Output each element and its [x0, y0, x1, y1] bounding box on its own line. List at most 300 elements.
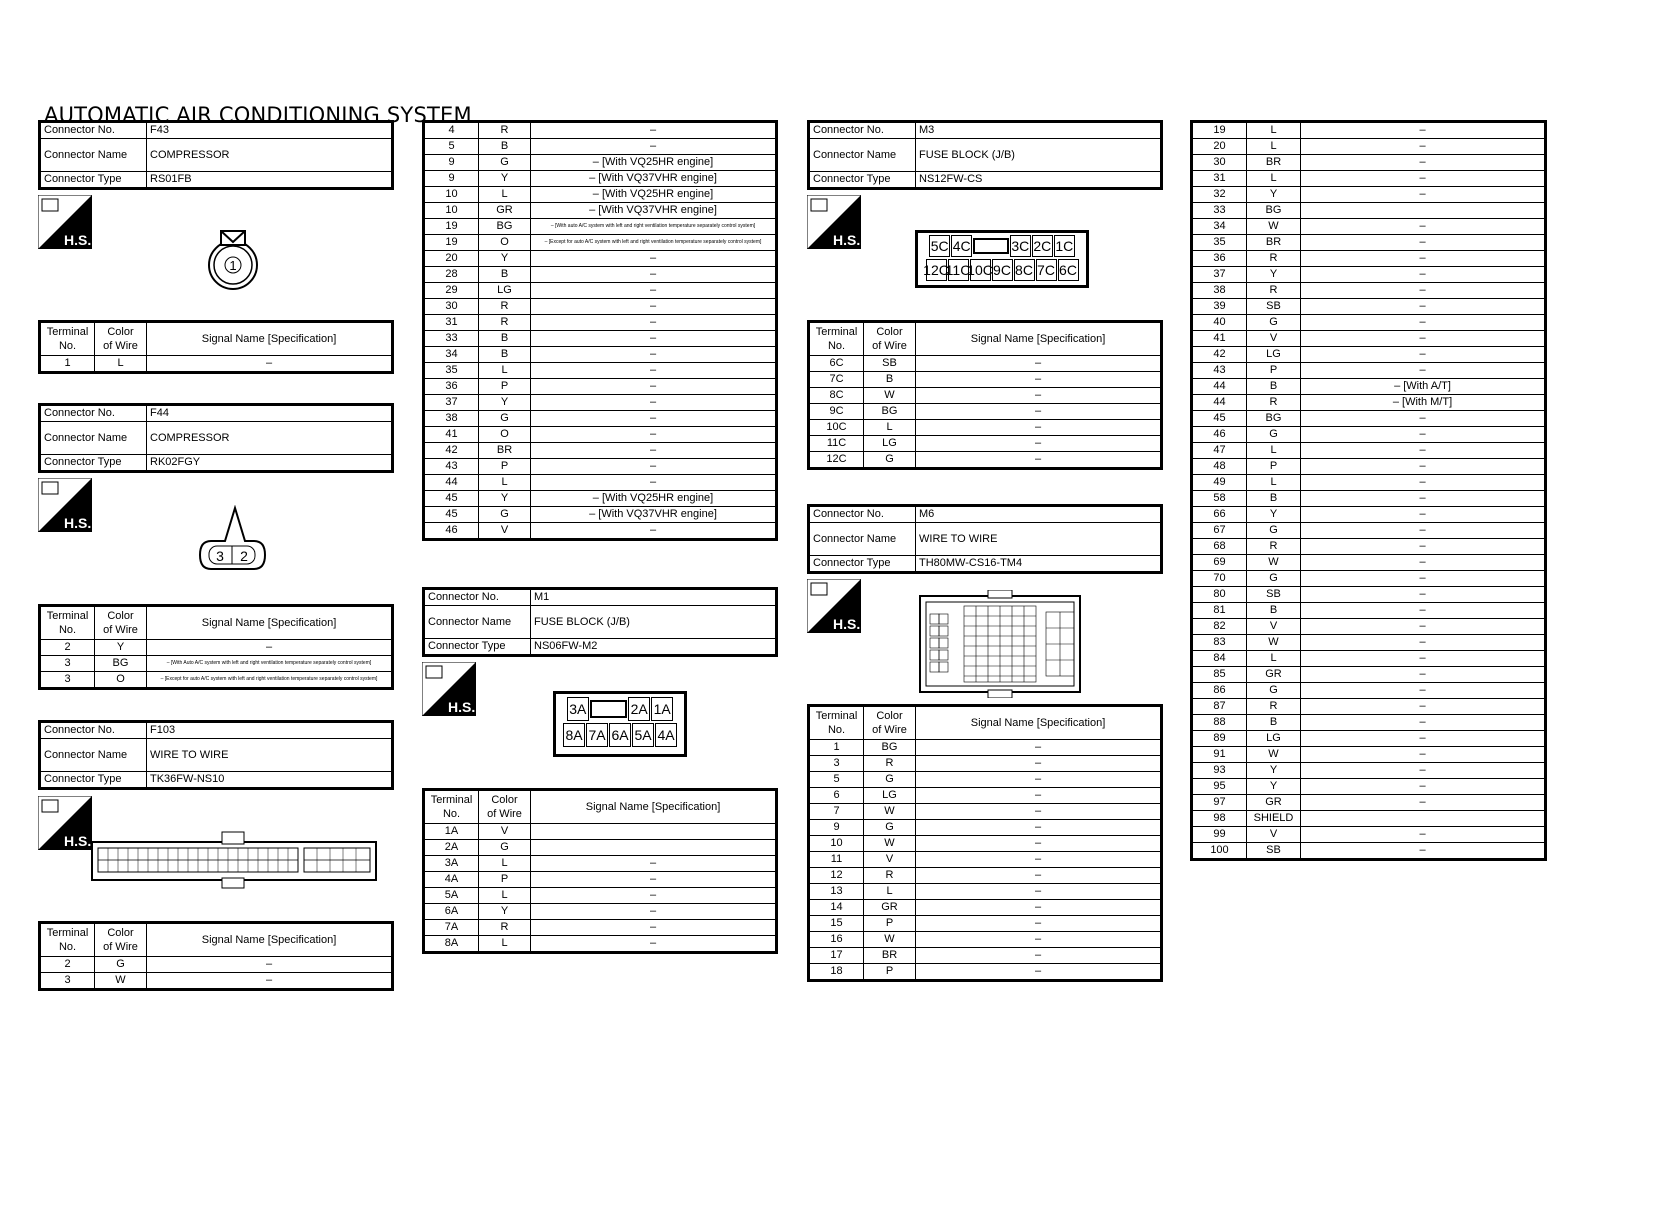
color-header [95, 607, 147, 640]
terminal-no: 9C [810, 404, 864, 420]
wire-color: G [479, 155, 531, 171]
wire-color: L [1247, 171, 1301, 187]
hs-connector-icon [807, 579, 861, 633]
wire-color: Y [1247, 267, 1301, 283]
connector-pin: 7A [586, 723, 608, 747]
color-header-line2: of Wire [103, 941, 138, 953]
table-row [41, 656, 392, 672]
signal-name: – [916, 804, 1161, 820]
signal-name: – [1301, 523, 1545, 539]
terminal-no: 1 [41, 356, 95, 372]
wire-color: L [864, 420, 916, 436]
terminal-no: 14 [810, 900, 864, 916]
signal-name: – [147, 973, 392, 989]
connector-type-label: Connector Type [810, 172, 916, 188]
terminal-no: 33 [1193, 203, 1247, 219]
table-row [1193, 651, 1545, 667]
terminal-no: 83 [1193, 635, 1247, 651]
signal-name: – [916, 868, 1161, 884]
table-row [1193, 683, 1545, 699]
table-row [41, 973, 392, 989]
table-row [1193, 251, 1545, 267]
table-row [425, 411, 776, 427]
wire-color: Y [1247, 763, 1301, 779]
terminal-no: 3 [41, 656, 95, 672]
signal-name: – [1301, 619, 1545, 635]
signal-name: – [531, 251, 776, 267]
terminal-no: 9 [425, 155, 479, 171]
table-row [1193, 747, 1545, 763]
terminal-no: 6 [810, 788, 864, 804]
table-row [810, 404, 1161, 420]
table-row [810, 916, 1161, 932]
connector-header-f103 [38, 720, 394, 790]
terminal-header-line2: No. [58, 340, 77, 352]
wire-color: SB [1247, 843, 1301, 859]
terminal-no: 10 [425, 187, 479, 203]
terminal-no: 38 [1193, 283, 1247, 299]
signal-name: – [531, 123, 776, 139]
signal-name: – [916, 436, 1161, 452]
wire-color: L [1247, 651, 1301, 667]
signal-name: – [With M/T] [1301, 395, 1545, 411]
signal-name: – [With A/T] [1301, 379, 1545, 395]
table-row [425, 363, 776, 379]
terminal-no: 20 [425, 251, 479, 267]
signal-header: Signal Name [Specification] [916, 707, 1161, 740]
table-row [1193, 203, 1545, 219]
signal-name: – [1301, 267, 1545, 283]
signal-name: – [1301, 411, 1545, 427]
connector-pin: 6C [1058, 259, 1079, 281]
signal-name: – [531, 379, 776, 395]
signal-name: – [1301, 155, 1545, 171]
table-row [425, 331, 776, 347]
terminal-no: 44 [1193, 395, 1247, 411]
terminal-header-line2: No. [827, 340, 846, 352]
table-row [1193, 555, 1545, 571]
wire-color: W [1247, 219, 1301, 235]
wire-color: Y [479, 251, 531, 267]
terminal-no: 7 [810, 804, 864, 820]
table-row [1193, 699, 1545, 715]
wire-color: V [479, 523, 531, 539]
table-row [810, 372, 1161, 388]
signal-name: – [1301, 747, 1545, 763]
signal-name: – [1301, 587, 1545, 603]
wire-color: GR [479, 203, 531, 219]
signal-name: – [With VQ25HR engine] [531, 155, 776, 171]
signal-name: – [With VQ37VHR engine] [531, 171, 776, 187]
wire-color: SB [1247, 587, 1301, 603]
terminal-no: 19 [425, 235, 479, 251]
terminal-no: 15 [810, 916, 864, 932]
terminal-no: 19 [1193, 123, 1247, 139]
signal-name: – [1301, 843, 1545, 859]
table-row [1193, 363, 1545, 379]
terminal-no: 81 [1193, 603, 1247, 619]
connector-name: COMPRESSOR [147, 422, 392, 455]
wire-color: LG [864, 788, 916, 804]
signal-name: – [1301, 235, 1545, 251]
color-header-line1: Color [107, 927, 134, 939]
terminal-no: 3 [41, 973, 95, 989]
signal-name: – [1301, 363, 1545, 379]
terminal-no: 28 [425, 267, 479, 283]
terminal-header-line1: Terminal [46, 326, 89, 338]
terminal-table-f44 [38, 604, 394, 690]
table-row [425, 872, 776, 888]
connector-pin: 6A [609, 723, 631, 747]
terminal-no: 80 [1193, 587, 1247, 603]
connector-pin: 2C [1032, 235, 1053, 257]
table-row [425, 904, 776, 920]
signal-name: – [916, 740, 1161, 756]
connector-no-label: Connector No. [810, 123, 916, 139]
signal-name [1301, 203, 1545, 219]
wire-color: Y [479, 491, 531, 507]
signal-name [531, 840, 776, 856]
wire-color: G [479, 840, 531, 856]
signal-header: Signal Name [Specification] [147, 607, 392, 640]
wire-color: BG [95, 656, 147, 672]
terminal-header [810, 323, 864, 356]
connector-name: WIRE TO WIRE [916, 523, 1161, 556]
wire-color: LG [1247, 731, 1301, 747]
table-row [1193, 763, 1545, 779]
connector-m1-face [553, 691, 687, 757]
table-row [1193, 635, 1545, 651]
table-row [425, 347, 776, 363]
terminal-no: 97 [1193, 795, 1247, 811]
terminal-header [810, 707, 864, 740]
pin-label: 3 [216, 548, 224, 564]
table-row [1193, 843, 1545, 859]
signal-name: – [1301, 459, 1545, 475]
signal-name: – [916, 836, 1161, 852]
terminal-no: 68 [1193, 539, 1247, 555]
terminal-no: 8C [810, 388, 864, 404]
terminal-no: 31 [425, 315, 479, 331]
signal-name: – [531, 459, 776, 475]
terminal-table-f103 [38, 921, 394, 991]
wire-color: SHIELD [1247, 811, 1301, 827]
table-row [1193, 731, 1545, 747]
connector-type-label: Connector Type [425, 639, 531, 655]
wire-color: B [1247, 491, 1301, 507]
signal-name: – [1301, 283, 1545, 299]
signal-name: – [Except for auto A/C system with left and right ventilation temperature separately control system] [531, 235, 776, 251]
wire-color: R [1247, 395, 1301, 411]
table-row [425, 219, 776, 235]
wire-color: V [479, 824, 531, 840]
hs-label: H.S. [64, 232, 92, 248]
wire-color: L [479, 187, 531, 203]
signal-name: – [916, 372, 1161, 388]
signal-name: – [916, 356, 1161, 372]
table-row [425, 379, 776, 395]
wire-color: L [479, 475, 531, 491]
wire-color: G [864, 820, 916, 836]
table-row [1193, 123, 1545, 139]
terminal-no: 45 [425, 507, 479, 523]
table-row [1193, 715, 1545, 731]
terminal-no: 3 [41, 672, 95, 688]
signal-name [1301, 811, 1545, 827]
signal-name: – [916, 932, 1161, 948]
terminal-header [41, 323, 95, 356]
signal-name: – [1301, 491, 1545, 507]
terminal-header-line1: Terminal [46, 610, 89, 622]
terminal-table-f43 [38, 320, 394, 374]
signal-name: – [531, 920, 776, 936]
terminal-no: 4 [425, 123, 479, 139]
wire-color: R [1247, 251, 1301, 267]
wire-color: P [864, 964, 916, 980]
table-row [425, 523, 776, 539]
signal-name: – [1301, 715, 1545, 731]
connector-name-label: Connector Name [41, 739, 147, 772]
terminal-no: 2 [41, 957, 95, 973]
page-title: AUTOMATIC AIR CONDITIONING SYSTEM [44, 103, 472, 127]
wire-color: B [1247, 379, 1301, 395]
connector-type: RS01FB [147, 172, 392, 188]
signal-name [531, 824, 776, 840]
table-row [1193, 347, 1545, 363]
wire-color: LG [1247, 347, 1301, 363]
connector-header-f43 [38, 120, 394, 190]
wire-color: P [1247, 363, 1301, 379]
wire-color: L [1247, 123, 1301, 139]
signal-name: – [916, 948, 1161, 964]
wire-color: P [479, 459, 531, 475]
wire-color: L [95, 356, 147, 372]
signal-name: – [1301, 475, 1545, 491]
wire-color: G [1247, 683, 1301, 699]
signal-name: – [916, 852, 1161, 868]
wire-color: B [479, 347, 531, 363]
signal-name: – [531, 139, 776, 155]
terminal-no: 95 [1193, 779, 1247, 795]
connector-header-m3 [807, 120, 1163, 190]
terminal-no: 34 [1193, 219, 1247, 235]
wire-color: L [479, 936, 531, 952]
wire-color: B [479, 267, 531, 283]
terminal-no: 6A [425, 904, 479, 920]
wire-color: L [1247, 139, 1301, 155]
table-row [1193, 443, 1545, 459]
terminal-no: 12C [810, 452, 864, 468]
terminal-no: 8A [425, 936, 479, 952]
table-row [810, 884, 1161, 900]
wire-color: G [479, 507, 531, 523]
signal-name: – [1301, 507, 1545, 523]
connector-no-label: Connector No. [41, 123, 147, 139]
terminal-no: 46 [425, 523, 479, 539]
connector-pin: 8A [563, 723, 585, 747]
signal-name: – [1301, 683, 1545, 699]
hs-label: H.S. [833, 616, 861, 632]
terminal-no: 89 [1193, 731, 1247, 747]
terminal-no: 82 [1193, 619, 1247, 635]
terminal-no: 46 [1193, 427, 1247, 443]
terminal-no: 47 [1193, 443, 1247, 459]
signal-name: – [1301, 635, 1545, 651]
wire-color: R [864, 756, 916, 772]
connector-no: F44 [147, 406, 392, 422]
terminal-no: 7A [425, 920, 479, 936]
wire-color: V [1247, 827, 1301, 843]
wire-color: GR [864, 900, 916, 916]
color-header-line2: of Wire [487, 808, 522, 820]
table-row [1193, 299, 1545, 315]
connector-no-label: Connector No. [41, 406, 147, 422]
wire-color: R [479, 299, 531, 315]
hs-connector-icon [38, 796, 92, 850]
wire-color: W [1247, 747, 1301, 763]
terminal-no: 13 [810, 884, 864, 900]
terminal-no: 5A [425, 888, 479, 904]
terminal-no: 10 [425, 203, 479, 219]
terminal-no: 31 [1193, 171, 1247, 187]
wire-color: P [1247, 459, 1301, 475]
wire-color: BG [479, 219, 531, 235]
terminal-no: 36 [1193, 251, 1247, 267]
connector-name-label: Connector Name [810, 523, 916, 556]
signal-name: – [1301, 139, 1545, 155]
connector-type: RK02FGY [147, 455, 392, 471]
terminal-header-line2: No. [58, 624, 77, 636]
signal-name: – [531, 904, 776, 920]
signal-name: – [531, 299, 776, 315]
table-row [1193, 603, 1545, 619]
terminal-no: 100 [1193, 843, 1247, 859]
table-row [1193, 667, 1545, 683]
connector-type-label: Connector Type [41, 172, 147, 188]
wire-color: P [479, 872, 531, 888]
terminal-no: 11C [810, 436, 864, 452]
color-header-line1: Color [876, 326, 903, 338]
color-header [864, 323, 916, 356]
signal-name: – [531, 411, 776, 427]
wire-color: P [864, 916, 916, 932]
signal-name: – [1301, 763, 1545, 779]
connector-pin: 12C [926, 259, 947, 281]
signal-name: – [With VQ25HR engine] [531, 491, 776, 507]
signal-name: – [531, 475, 776, 491]
table-row [1193, 587, 1545, 603]
signal-name: – [916, 388, 1161, 404]
signal-name: – [1301, 251, 1545, 267]
table-row [425, 443, 776, 459]
connector-pin: 2A [628, 697, 650, 721]
terminal-no: 98 [1193, 811, 1247, 827]
terminal-no: 44 [425, 475, 479, 491]
terminal-table-m3 [807, 320, 1163, 470]
wire-color: W [864, 932, 916, 948]
signal-name: – [531, 283, 776, 299]
connector-type: NS06FW-M2 [531, 639, 776, 655]
wire-color: L [479, 856, 531, 872]
signal-header: Signal Name [Specification] [531, 791, 776, 824]
terminal-no: 32 [1193, 187, 1247, 203]
connector-name: WIRE TO WIRE [147, 739, 392, 772]
wire-color: BG [864, 740, 916, 756]
table-row [425, 139, 776, 155]
terminal-no: 69 [1193, 555, 1247, 571]
table-row [1193, 331, 1545, 347]
terminal-no: 87 [1193, 699, 1247, 715]
table-row [810, 356, 1161, 372]
wire-color: W [864, 388, 916, 404]
connector-no: F103 [147, 723, 392, 739]
wire-color: L [479, 363, 531, 379]
signal-name: – [531, 872, 776, 888]
wire-color: Y [95, 640, 147, 656]
signal-name: – [1301, 699, 1545, 715]
table-row [41, 640, 392, 656]
signal-name: – [531, 363, 776, 379]
wire-color: BR [864, 948, 916, 964]
wire-color: G [864, 452, 916, 468]
table-row [810, 388, 1161, 404]
signal-name: – [916, 788, 1161, 804]
wire-color: R [1247, 539, 1301, 555]
terminal-no: 5 [810, 772, 864, 788]
terminal-table-m6 [807, 704, 1163, 982]
color-header [864, 707, 916, 740]
connector-pin: 10C [970, 259, 991, 281]
table-row [810, 788, 1161, 804]
terminal-header [41, 607, 95, 640]
connector-no: M1 [531, 590, 776, 606]
table-row [425, 507, 776, 523]
table-row [1193, 315, 1545, 331]
color-header [95, 323, 147, 356]
terminal-no: 58 [1193, 491, 1247, 507]
connector-name: FUSE BLOCK (J/B) [531, 606, 776, 639]
table-row [1193, 507, 1545, 523]
table-row [1193, 811, 1545, 827]
connector-header-m6 [807, 504, 1163, 574]
connector-pin: 1A [651, 697, 673, 721]
signal-name: – [With VQ37VHR engine] [531, 203, 776, 219]
hs-label: H.S. [64, 515, 92, 531]
wire-color: BG [1247, 203, 1301, 219]
table-row [1193, 235, 1545, 251]
connector-no-label: Connector No. [41, 723, 147, 739]
table-row [1193, 523, 1545, 539]
signal-name: – [1301, 555, 1545, 571]
connector-header-f44 [38, 403, 394, 473]
wire-color: LG [864, 436, 916, 452]
connector-m3-face [915, 230, 1089, 288]
wire-color: G [1247, 427, 1301, 443]
terminal-no: 39 [1193, 299, 1247, 315]
wire-color: BR [479, 443, 531, 459]
terminal-no: 30 [425, 299, 479, 315]
terminal-no: 70 [1193, 571, 1247, 587]
terminal-table-m6-continued [1190, 120, 1547, 861]
table-row [425, 936, 776, 952]
connector-pin: 5A [632, 723, 654, 747]
connector-name-label: Connector Name [41, 422, 147, 455]
terminal-no: 34 [425, 347, 479, 363]
signal-name: – [1301, 347, 1545, 363]
connector-type-label: Connector Type [41, 455, 147, 471]
table-row [1193, 411, 1545, 427]
signal-name: – [147, 640, 392, 656]
